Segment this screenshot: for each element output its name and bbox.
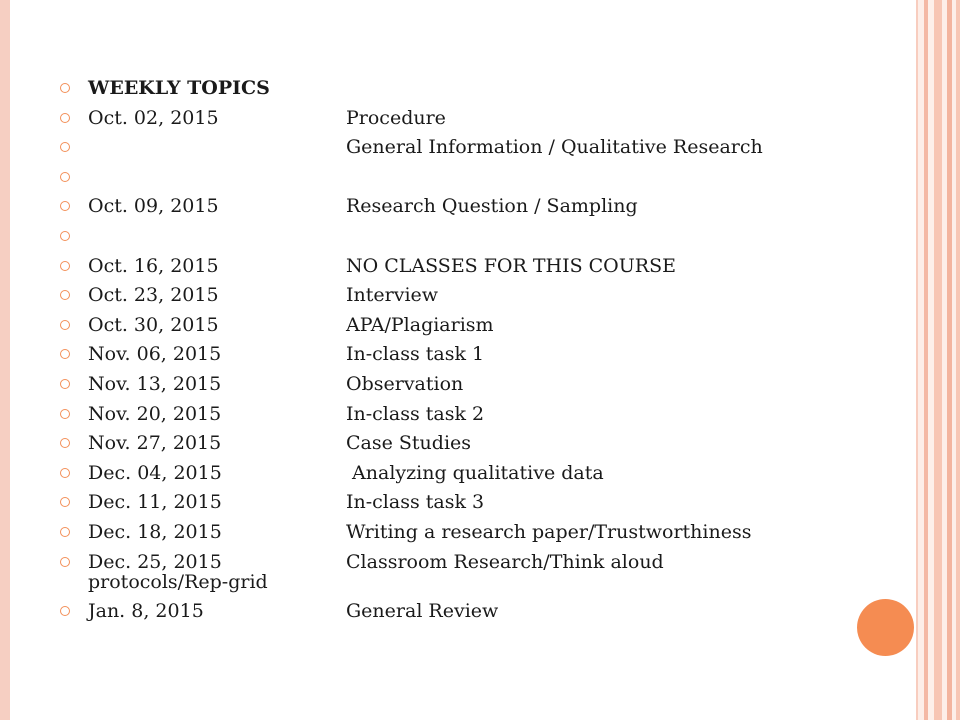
bullet-icon bbox=[60, 172, 70, 182]
topic-cell: In-class task 1 bbox=[346, 343, 485, 366]
list-item bbox=[60, 597, 900, 627]
topic-cell: In-class task 2 bbox=[346, 402, 485, 425]
date-cell: Oct. 02, 2015 bbox=[88, 106, 219, 129]
list-item bbox=[60, 281, 900, 311]
topic-cell: Writing a research paper/Trustworthiness bbox=[346, 520, 752, 543]
date-cell: Oct. 30, 2015 bbox=[88, 313, 219, 336]
list-item bbox=[60, 488, 900, 518]
bullet-icon bbox=[60, 142, 70, 152]
date-cell: Oct. 09, 2015 bbox=[88, 195, 219, 218]
topic-cell: Procedure bbox=[346, 106, 446, 129]
topic-cell: General Information / Qualitative Research bbox=[346, 136, 763, 159]
list-item bbox=[60, 163, 900, 193]
bullet-icon bbox=[60, 438, 70, 448]
bullet-icon bbox=[60, 231, 70, 241]
bullet-icon bbox=[60, 290, 70, 300]
date-cell: Nov. 27, 2015 bbox=[88, 432, 222, 455]
list-item bbox=[60, 400, 900, 430]
list-item bbox=[60, 311, 900, 341]
list-item bbox=[60, 252, 900, 282]
bullet-icon bbox=[60, 320, 70, 330]
date-cell: Nov. 06, 2015 bbox=[88, 343, 222, 366]
date-cell: Nov. 13, 2015 bbox=[88, 372, 222, 395]
topic-cell: General Review bbox=[346, 600, 499, 623]
date-cell: Dec. 25, 2015 bbox=[88, 550, 222, 573]
list-item bbox=[60, 104, 900, 134]
list-item bbox=[60, 222, 900, 252]
list-item bbox=[60, 518, 900, 548]
topic-continuation: protocols/Rep-grid bbox=[88, 571, 268, 594]
date-cell: Oct. 23, 2015 bbox=[88, 284, 219, 307]
date-cell: Jan. 8, 2015 bbox=[88, 600, 204, 623]
list-heading bbox=[60, 74, 900, 104]
bullet-icon bbox=[60, 83, 70, 93]
date-cell: Dec. 18, 2015 bbox=[88, 520, 222, 543]
weekly-topics-list bbox=[60, 74, 900, 627]
list-item bbox=[60, 340, 900, 370]
heading-text: WEEKLY TOPICS bbox=[88, 77, 270, 99]
bullet-icon bbox=[60, 527, 70, 537]
topic-cell: APA/Plagiarism bbox=[346, 313, 494, 336]
list-item bbox=[60, 548, 900, 598]
bullet-icon bbox=[60, 497, 70, 507]
bullet-icon bbox=[60, 409, 70, 419]
topic-cell: In-class task 3 bbox=[346, 491, 485, 514]
bullet-icon bbox=[60, 606, 70, 616]
bullet-icon bbox=[60, 379, 70, 389]
date-cell: Dec. 04, 2015 bbox=[88, 461, 222, 484]
bullet-icon bbox=[60, 468, 70, 478]
bullet-icon bbox=[60, 349, 70, 359]
topic-cell: Classroom Research/Think aloud bbox=[346, 550, 664, 573]
date-cell: Oct. 16, 2015 bbox=[88, 254, 219, 277]
bullet-icon bbox=[60, 113, 70, 123]
list-item bbox=[60, 192, 900, 222]
bullet-icon bbox=[60, 201, 70, 211]
topic-cell: Observation bbox=[346, 372, 464, 395]
date-cell: Dec. 11, 2015 bbox=[88, 491, 222, 514]
topic-cell: Research Question / Sampling bbox=[346, 195, 638, 218]
list-item bbox=[60, 429, 900, 459]
topic-cell: Interview bbox=[346, 284, 439, 307]
bullet-icon bbox=[60, 557, 70, 567]
topic-cell: Case Studies bbox=[346, 432, 472, 455]
topic-cell: NO CLASSES FOR THIS COURSE bbox=[346, 254, 676, 277]
right-stripe-decoration bbox=[916, 0, 960, 720]
topic-cell: Analyzing qualitative data bbox=[346, 461, 604, 484]
list-item bbox=[60, 459, 900, 489]
list-item bbox=[60, 370, 900, 400]
date-cell: Nov. 20, 2015 bbox=[88, 402, 222, 425]
left-border-decoration bbox=[0, 0, 10, 720]
list-item bbox=[60, 133, 900, 163]
bullet-icon bbox=[60, 261, 70, 271]
